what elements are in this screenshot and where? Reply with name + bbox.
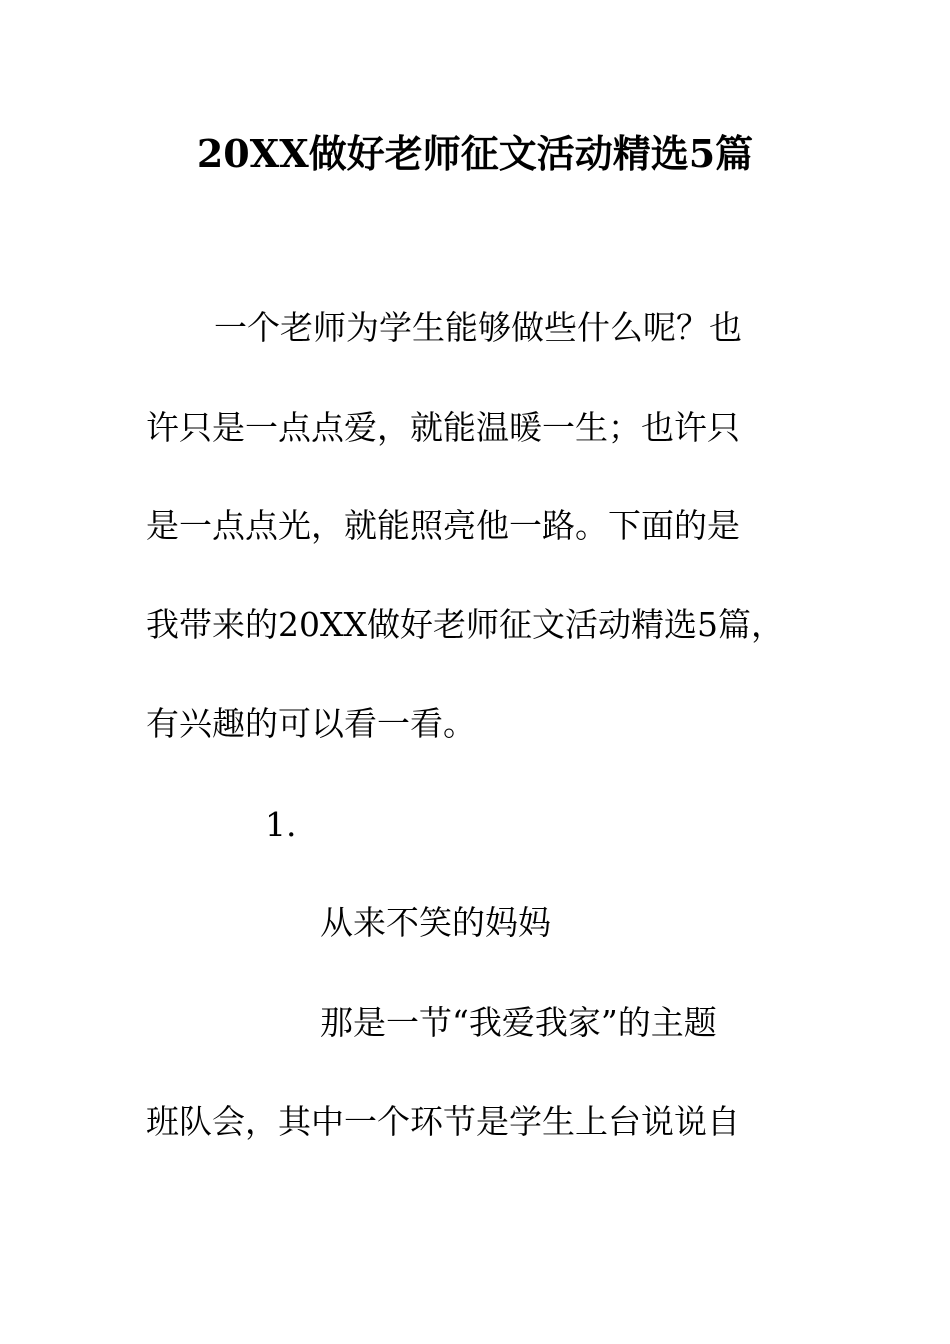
paragraph-line: 许只是一点点爱，就能温暖一生；也许只 [146, 408, 740, 447]
paragraph-line: 那是一节“我爱我家”的主题 [320, 1003, 717, 1042]
paragraph-line: 是一点点光，就能照亮他一路。下面的是 [146, 506, 740, 545]
paragraph-line: 一个老师为学生能够做些什么呢？也 [214, 308, 742, 347]
section-number: 1. [265, 805, 297, 844]
paragraph-line: 有兴趣的可以看一看。 [146, 704, 476, 743]
paragraph-line: 我带来的20XX做好老师征文活动精选5篇， [146, 605, 784, 644]
document-title: 20XX做好老师征文活动精选5篇 [196, 131, 754, 176]
paragraph-line: 班队会，其中一个环节是学生上台说说自 [146, 1102, 740, 1141]
section-heading: 从来不笑的妈妈 [320, 903, 551, 942]
